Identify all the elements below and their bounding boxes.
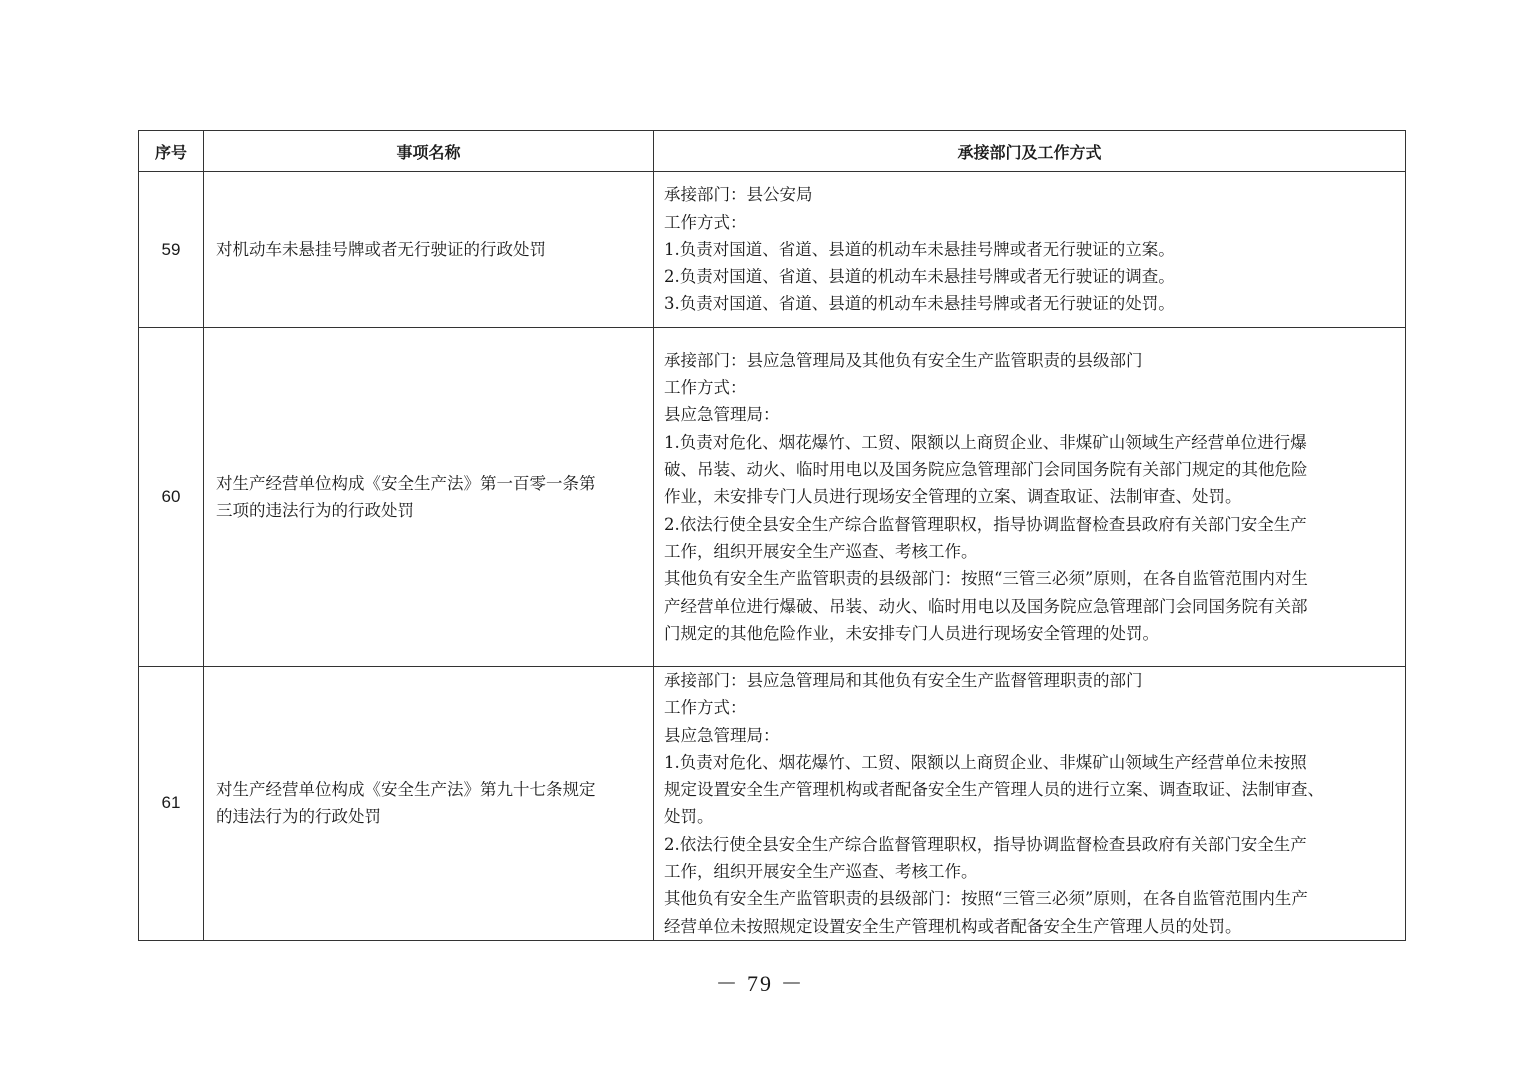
header-no: 序号 [139, 131, 204, 172]
dept-line: 规定设置安全生产管理机构或者配备安全生产管理人员的进行立案、调查取证、法制审查、 [664, 780, 1324, 800]
dept-line: 承接部门：县应急管理局及其他负有安全生产监管职责的县级部门 [664, 350, 1143, 370]
row-number: 60 [139, 328, 204, 667]
item-name-line: 对生产经营单位构成《安全生产法》第九十七条规定 [216, 780, 596, 800]
items-table [138, 130, 1406, 941]
dept-and-method [654, 328, 1406, 667]
dept-line: 县应急管理局： [664, 725, 780, 745]
dept-line: 2.依法行使全县安全生产综合监督管理职权，指导协调监督检查县政府有关部门安全生产 [664, 834, 1307, 854]
dept-line: 县应急管理局： [664, 405, 780, 425]
table-row [139, 667, 1406, 941]
dept-line: 3.负责对国道、省道、县道的机动车未悬挂号牌或者无行驶证的处罚。 [664, 294, 1175, 314]
item-name [204, 328, 654, 667]
item-name-line: 对生产经营单位构成《安全生产法》第一百零一条第 [216, 474, 596, 493]
dept-line: 破、吊装、动火、临时用电以及国务院应急管理部门会同国务院有关部门规定的其他危险 [664, 460, 1308, 480]
item-name-line: 对机动车未悬挂号牌或者无行驶证的行政处罚 [216, 240, 546, 259]
dept-line: 1.负责对危化、烟花爆竹、工贸、限额以上商贸企业、非煤矿山领域生产经营单位未按照 [664, 752, 1307, 772]
dept-line: 其他负有安全生产监管职责的县级部门：按照“三管三必须”原则，在各自监管范围内对生 [664, 569, 1308, 589]
dept-line: 承接部门：县应急管理局和其他负有安全生产监督管理职责的部门 [664, 671, 1143, 690]
dept-line: 工作方式： [664, 212, 747, 232]
dept-line: 处罚。 [664, 807, 714, 827]
dept-line: 产经营单位进行爆破、吊装、动火、临时用电以及国务院应急管理部门会同国务院有关部 [664, 596, 1308, 616]
dept-line: 工作方式： [664, 378, 747, 398]
dept-line: 1.负责对国道、省道、县道的机动车未悬挂号牌或者无行驶证的立案。 [664, 239, 1175, 259]
dept-line: 工作方式： [664, 698, 747, 718]
row-number: 61 [139, 667, 204, 941]
dept-line: 工作，组织开展安全生产巡查、考核工作。 [664, 541, 978, 561]
dept-line: 承接部门：县公安局 [664, 185, 813, 205]
header-name: 事项名称 [204, 131, 654, 172]
row-number: 59 [139, 172, 204, 328]
dept-line: 作业，未安排专门人员进行现场安全管理的立案、调查取证、法制审查、处罚。 [664, 487, 1242, 507]
dept-line: 门规定的其他危险作业，未安排专门人员进行现场安全管理的处罚。 [664, 623, 1159, 643]
dept-line: 经营单位未按照规定设置安全生产管理机构或者配备安全生产管理人员的处罚。 [664, 916, 1242, 936]
dept-and-method [654, 667, 1406, 941]
table-row [139, 172, 1406, 328]
dept-line: 2.依法行使全县安全生产综合监督管理职权，指导协调监督检查县政府有关部门安全生产 [664, 514, 1307, 534]
header-dept: 承接部门及工作方式 [654, 131, 1406, 172]
item-name-line: 三项的违法行为的行政处罚 [216, 501, 414, 520]
dept-and-method [654, 172, 1406, 328]
dept-line: 2.负责对国道、省道、县道的机动车未悬挂号牌或者无行驶证的调查。 [664, 267, 1175, 287]
table-row [139, 328, 1406, 667]
dept-line: 其他负有安全生产监管职责的县级部门：按照“三管三必须”原则，在各自监管范围内生产 [664, 889, 1308, 909]
item-name [204, 172, 654, 328]
header-row [139, 131, 1406, 172]
item-name-line: 的违法行为的行政处罚 [216, 807, 381, 827]
page-number: － 79 － [715, 971, 805, 996]
dept-line: 1.负责对危化、烟花爆竹、工贸、限额以上商贸企业、非煤矿山领域生产经营单位进行爆 [664, 432, 1307, 452]
dept-line: 工作，组织开展安全生产巡查、考核工作。 [664, 862, 978, 882]
item-name [204, 667, 654, 941]
